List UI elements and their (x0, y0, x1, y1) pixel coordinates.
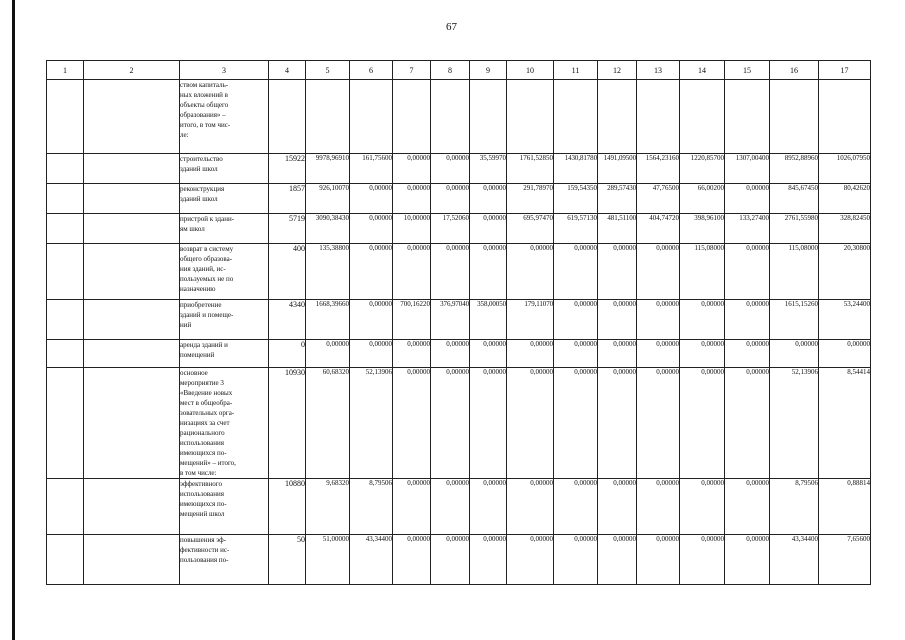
value-cell: 1668,39660 (306, 300, 350, 340)
cell-col-2 (84, 340, 180, 368)
value-cell: 20,30800 (819, 244, 871, 300)
value-cell: 0,00000 (554, 535, 598, 585)
value-cell: 5719 (269, 214, 306, 244)
value-cell (470, 80, 507, 154)
value-cell: 0,00000 (393, 184, 431, 214)
value-cell: 0,00000 (393, 368, 431, 479)
budget-table (46, 60, 871, 585)
value-cell: 0,00000 (470, 340, 507, 368)
value-cell: 161,75600 (350, 154, 393, 184)
value-cell: 4340 (269, 300, 306, 340)
value-cell: 9,68320 (306, 479, 350, 535)
cell-col-1 (47, 535, 84, 585)
value-cell: 0,00000 (598, 244, 637, 300)
value-cell: 0,00000 (507, 535, 554, 585)
description-line: пользования по- (180, 556, 229, 564)
value-cell (507, 80, 554, 154)
col-header: 11 (554, 61, 598, 80)
value-cell: 0,00000 (470, 535, 507, 585)
cell-col-1 (47, 214, 84, 244)
value-cell: 0,00000 (598, 479, 637, 535)
value-cell: 10880 (269, 479, 306, 535)
value-cell: 115,08000 (680, 244, 725, 300)
value-cell: 0,00000 (554, 479, 598, 535)
left-margin-rule (12, 0, 15, 640)
cell-col-1 (47, 479, 84, 535)
value-cell: 0,00000 (819, 340, 871, 368)
value-cell: 0,00000 (350, 300, 393, 340)
description-line: мероприятие 3 (180, 379, 224, 387)
value-cell: 0,00000 (725, 184, 770, 214)
description-line: зовательных орга- (180, 409, 235, 417)
row-description (180, 300, 269, 340)
cell-col-2 (84, 154, 180, 184)
value-cell: 0,88814 (819, 479, 871, 535)
value-cell (350, 80, 393, 154)
value-cell (819, 80, 871, 154)
value-cell: 0,00000 (431, 154, 470, 184)
cell-col-2 (84, 535, 180, 585)
value-cell: 1491,09500 (598, 154, 637, 184)
table-row (47, 300, 871, 340)
cell-col-1 (47, 300, 84, 340)
value-cell: 0,00000 (393, 479, 431, 535)
value-cell: 0,00000 (554, 340, 598, 368)
value-cell (680, 80, 725, 154)
description-line: помещений (180, 351, 215, 359)
description-line: возврат в систему (180, 245, 234, 253)
value-cell: 291,78970 (507, 184, 554, 214)
value-cell: 66,00200 (680, 184, 725, 214)
value-cell: 135,38800 (306, 244, 350, 300)
value-cell (306, 80, 350, 154)
value-cell: 1026,07950 (819, 154, 871, 184)
value-cell: 0,00000 (598, 535, 637, 585)
value-cell: 0,00000 (470, 368, 507, 479)
description-line: ством капиталь- (180, 81, 229, 89)
cell-col-2 (84, 244, 180, 300)
value-cell (770, 80, 819, 154)
value-cell: 695,97470 (507, 214, 554, 244)
col-header: 13 (637, 61, 680, 80)
col-header: 15 (725, 61, 770, 80)
description-line: фективности ис- (180, 546, 230, 554)
value-cell: 0,00000 (725, 535, 770, 585)
col-header: 1 (47, 61, 84, 80)
value-cell: 0,00000 (770, 340, 819, 368)
table-row (47, 479, 871, 535)
description-line: мещений школ (180, 510, 225, 518)
value-cell: 0,00000 (431, 340, 470, 368)
row-description (180, 368, 269, 479)
description-line: образования» – (180, 111, 226, 119)
value-cell: 15922 (269, 154, 306, 184)
value-cell (431, 80, 470, 154)
cell-col-1 (47, 244, 84, 300)
value-cell: 17,52060 (431, 214, 470, 244)
value-cell (598, 80, 637, 154)
description-line: использования (180, 490, 224, 498)
description-line: зданий и помеще- (180, 311, 234, 319)
row-description (180, 80, 269, 154)
value-cell: 3090,38430 (306, 214, 350, 244)
value-cell: 0,00000 (725, 244, 770, 300)
description-line: имеющихся по- (180, 500, 227, 508)
value-cell: 328,82450 (819, 214, 871, 244)
value-cell: 43,34400 (770, 535, 819, 585)
value-cell: 80,42620 (819, 184, 871, 214)
value-cell: 0,00000 (431, 244, 470, 300)
value-cell: 179,11070 (507, 300, 554, 340)
description-line: ний (180, 321, 192, 329)
value-cell: 1857 (269, 184, 306, 214)
col-header: 7 (393, 61, 431, 80)
col-header: 4 (269, 61, 306, 80)
description-line: строительство (180, 155, 223, 163)
description-line: реконструкция (180, 185, 225, 193)
value-cell: 53,24400 (819, 300, 871, 340)
value-cell: 10,00000 (393, 214, 431, 244)
cell-col-2 (84, 300, 180, 340)
value-cell: 926,10070 (306, 184, 350, 214)
value-cell: 9978,96910 (306, 154, 350, 184)
col-header: 17 (819, 61, 871, 80)
value-cell: 376,97040 (431, 300, 470, 340)
description-line: пользуемых не по (180, 275, 234, 283)
value-cell: 0,00000 (680, 479, 725, 535)
value-cell: 0,00000 (393, 340, 431, 368)
description-line: зданий школ (180, 195, 218, 203)
col-header: 2 (84, 61, 180, 80)
description-line: ных вложений в (180, 91, 228, 99)
value-cell: 0,00000 (637, 479, 680, 535)
value-cell: 52,13906 (350, 368, 393, 479)
table-row (47, 340, 871, 368)
value-cell (393, 80, 431, 154)
value-cell: 115,08000 (770, 244, 819, 300)
col-header: 10 (507, 61, 554, 80)
value-cell: 0,00000 (680, 300, 725, 340)
col-header: 5 (306, 61, 350, 80)
value-cell: 8952,88960 (770, 154, 819, 184)
row-description (180, 535, 269, 585)
value-cell: 0,00000 (680, 368, 725, 479)
description-line: повышения эф- (180, 536, 227, 544)
description-line: аренда зданий и (180, 341, 228, 349)
cell-col-1 (47, 368, 84, 479)
table-row (47, 244, 871, 300)
value-cell (554, 80, 598, 154)
table-body (47, 80, 871, 585)
col-header: 16 (770, 61, 819, 80)
page-number: 67 (446, 21, 457, 33)
value-cell: 50 (269, 535, 306, 585)
description-line: использования (180, 439, 224, 447)
value-cell: 0,00000 (306, 340, 350, 368)
value-cell: 0,00000 (725, 340, 770, 368)
description-line: назначению (180, 285, 216, 293)
value-cell: 0,00000 (507, 479, 554, 535)
row-description (180, 214, 269, 244)
value-cell (725, 80, 770, 154)
value-cell: 0,00000 (350, 244, 393, 300)
value-cell: 10930 (269, 368, 306, 479)
value-cell: 51,00000 (306, 535, 350, 585)
description-line: ле: (180, 131, 189, 139)
value-cell: 0,00000 (470, 479, 507, 535)
cell-col-1 (47, 184, 84, 214)
value-cell: 0,00000 (554, 368, 598, 479)
row-description (180, 154, 269, 184)
description-line: эффективного (180, 480, 222, 488)
value-cell: 2761,55980 (770, 214, 819, 244)
value-cell: 52,13906 (770, 368, 819, 479)
value-cell: 700,16220 (393, 300, 431, 340)
description-line: в том числе: (180, 469, 217, 477)
value-cell: 8,79506 (770, 479, 819, 535)
cell-col-2 (84, 368, 180, 479)
cell-col-1 (47, 80, 84, 154)
table-row (47, 214, 871, 244)
value-cell: 0,00000 (507, 368, 554, 479)
cell-col-2 (84, 479, 180, 535)
value-cell: 0,00000 (680, 535, 725, 585)
value-cell: 0,00000 (350, 184, 393, 214)
cell-col-2 (84, 214, 180, 244)
description-line: мест в общеобра- (180, 399, 233, 407)
value-cell: 0,00000 (637, 340, 680, 368)
value-cell: 0,00000 (393, 154, 431, 184)
description-line: зданий школ (180, 165, 218, 173)
description-line: ния зданий, ис- (180, 265, 226, 273)
cell-col-1 (47, 154, 84, 184)
value-cell: 619,57130 (554, 214, 598, 244)
value-cell: 400 (269, 244, 306, 300)
value-cell: 0,00000 (431, 535, 470, 585)
value-cell: 0,00000 (725, 479, 770, 535)
row-description (180, 184, 269, 214)
value-cell: 8,79506 (350, 479, 393, 535)
value-cell: 60,68320 (306, 368, 350, 479)
description-line: итого, в том чис- (180, 121, 231, 129)
value-cell: 0,00000 (637, 535, 680, 585)
value-cell: 0,00000 (393, 535, 431, 585)
description-line: ям школ (180, 225, 205, 233)
value-cell: 0,00000 (598, 340, 637, 368)
table-row (47, 154, 871, 184)
value-cell: 0,00000 (470, 184, 507, 214)
value-cell: 0,00000 (350, 214, 393, 244)
description-line: имеющихся по- (180, 449, 227, 457)
value-cell (269, 80, 306, 154)
value-cell (637, 80, 680, 154)
value-cell: 0,00000 (507, 244, 554, 300)
header-row (47, 61, 871, 80)
value-cell: 0,00000 (598, 368, 637, 479)
value-cell: 1220,85700 (680, 154, 725, 184)
value-cell: 0,00000 (637, 368, 680, 479)
value-cell: 0,00000 (554, 300, 598, 340)
value-cell: 0 (269, 340, 306, 368)
value-cell: 358,00050 (470, 300, 507, 340)
description-line: приобретение (180, 301, 222, 309)
table-row (47, 368, 871, 479)
value-cell: 1430,81780 (554, 154, 598, 184)
table-row (47, 80, 871, 154)
value-cell: 1761,52850 (507, 154, 554, 184)
col-header: 12 (598, 61, 637, 80)
table-row (47, 535, 871, 585)
value-cell: 0,00000 (680, 340, 725, 368)
value-cell: 0,00000 (470, 214, 507, 244)
description-line: мещений» – итого, (180, 459, 236, 467)
col-header: 6 (350, 61, 393, 80)
value-cell: 8,54414 (819, 368, 871, 479)
value-cell: 289,57430 (598, 184, 637, 214)
value-cell: 1307,00400 (725, 154, 770, 184)
value-cell: 0,00000 (431, 184, 470, 214)
value-cell: 35,59970 (470, 154, 507, 184)
value-cell: 1564,23160 (637, 154, 680, 184)
value-cell: 481,51100 (598, 214, 637, 244)
value-cell: 404,74720 (637, 214, 680, 244)
value-cell: 0,00000 (637, 244, 680, 300)
description-line: пристрой к здани- (180, 215, 235, 223)
value-cell: 845,67450 (770, 184, 819, 214)
col-header: 8 (431, 61, 470, 80)
value-cell: 0,00000 (637, 300, 680, 340)
value-cell: 398,96100 (680, 214, 725, 244)
value-cell: 0,00000 (470, 244, 507, 300)
table-row (47, 184, 871, 214)
value-cell: 47,76500 (637, 184, 680, 214)
description-line: «Введение новых (180, 389, 233, 397)
value-cell: 0,00000 (393, 244, 431, 300)
description-line: низациях за счет (180, 419, 230, 427)
description-line: рационального (180, 429, 225, 437)
cell-col-2 (84, 184, 180, 214)
value-cell: 0,00000 (431, 368, 470, 479)
value-cell: 0,00000 (598, 300, 637, 340)
value-cell: 0,00000 (507, 340, 554, 368)
description-line: основное (180, 369, 208, 377)
cell-col-1 (47, 340, 84, 368)
col-header: 14 (680, 61, 725, 80)
value-cell: 133,27400 (725, 214, 770, 244)
col-header: 9 (470, 61, 507, 80)
row-description (180, 479, 269, 535)
cell-col-2 (84, 80, 180, 154)
value-cell: 0,00000 (725, 368, 770, 479)
value-cell: 0,00000 (431, 479, 470, 535)
col-header: 3 (180, 61, 269, 80)
value-cell: 43,34400 (350, 535, 393, 585)
value-cell: 0,00000 (725, 300, 770, 340)
description-line: объекты общего (180, 101, 229, 109)
row-description (180, 244, 269, 300)
row-description (180, 340, 269, 368)
value-cell: 0,00000 (554, 244, 598, 300)
value-cell: 1615,15260 (770, 300, 819, 340)
value-cell: 0,00000 (350, 340, 393, 368)
value-cell: 7,65600 (819, 535, 871, 585)
description-line: общего образова- (180, 255, 233, 263)
value-cell: 159,54350 (554, 184, 598, 214)
